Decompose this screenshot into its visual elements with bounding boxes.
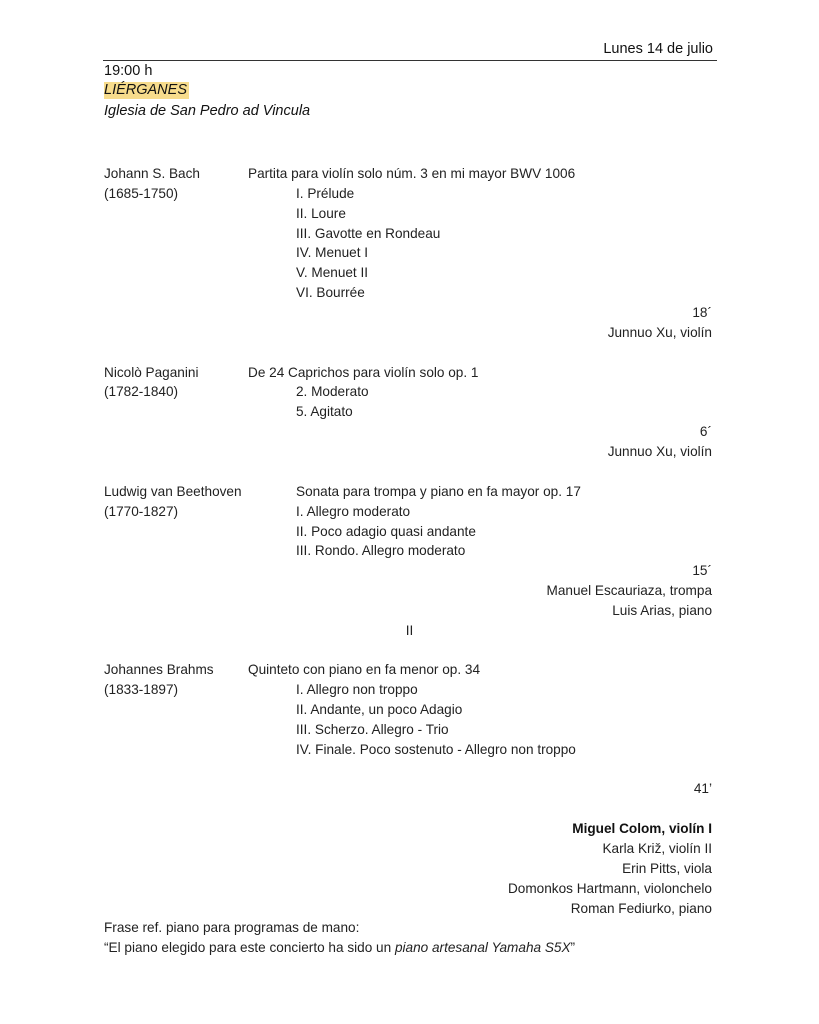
performer: Domonkos Hartmann, violonchelo [507, 881, 712, 896]
work-duration: 41’ [693, 781, 712, 796]
performer: Junnuo Xu, violín [607, 444, 712, 459]
concert-town: LIÉRGANES [104, 82, 187, 98]
movement: V. Menuet II [296, 265, 369, 280]
composer-years: (1833-1897) [104, 682, 179, 697]
part-marker: II [405, 623, 414, 638]
movement: II. Poco adagio quasi andante [296, 524, 476, 539]
work-title: Sonata para trompa y piano en fa mayor op. 17 [296, 484, 581, 499]
movement: 5. Agitato [296, 404, 353, 419]
composer-name: Ludwig van Beethoven [104, 484, 242, 499]
movement: IV. Finale. Poco sostenuto - Allegro non troppo [296, 742, 576, 757]
concert-date: Lunes 14 de julio [603, 41, 713, 57]
movement: III. Gavotte en Rondeau [296, 226, 441, 241]
note-label: Frase ref. piano para programas de mano: [104, 920, 360, 935]
note-quote-end: ” [570, 940, 576, 955]
movement: II. Loure [296, 206, 346, 221]
concert-time: 19:00 h [104, 63, 153, 79]
movement: I. Allegro moderato [296, 504, 411, 519]
movement: 2. Moderato [296, 384, 369, 399]
movement: I. Prélude [296, 186, 355, 201]
work-title: Quinteto con piano en fa menor op. 34 [248, 662, 481, 677]
performer: Luis Arias, piano [612, 603, 712, 618]
performer: Erin Pitts, viola [622, 861, 712, 876]
movement: IV. Menuet I [296, 245, 369, 260]
note-quote-start: “El piano elegido para este concierto ha sido un [104, 940, 395, 955]
work-duration: 15´ [692, 563, 712, 578]
movement: I. Allegro non troppo [296, 682, 418, 697]
composer-name: Nicolò Paganini [104, 365, 199, 380]
movement: III. Scherzo. Allegro - Trio [296, 722, 449, 737]
note-quote-italic: piano artesanal Yamaha S5X [394, 940, 571, 955]
note-quote [104, 938, 575, 958]
composer-name: Johann S. Bach [104, 166, 200, 181]
composer-years: (1770-1827) [104, 504, 179, 519]
work-duration: 6´ [699, 424, 712, 439]
movement: II. Andante, un poco Adagio [296, 702, 463, 717]
performer: Junnuo Xu, violín [607, 325, 712, 340]
movement: III. Rondo. Allegro moderato [296, 543, 466, 558]
movement: VI. Bourrée [296, 285, 365, 300]
composer-years: (1685-1750) [104, 186, 179, 201]
performer: Karla Križ, violín II [602, 841, 712, 856]
work-title: Partita para violín solo núm. 3 en mi mayor BWV 1006 [248, 166, 576, 181]
performer: Miguel Colom, violín I [572, 821, 712, 836]
header-rule [103, 60, 717, 61]
work-title: De 24 Caprichos para violín solo op. 1 [248, 365, 479, 380]
performer: Roman Fediurko, piano [570, 901, 712, 916]
composer-years: (1782-1840) [104, 384, 179, 399]
concert-venue: Iglesia de San Pedro ad Vincula [104, 103, 311, 119]
performer: Manuel Escauriaza, trompa [546, 583, 712, 598]
work-duration: 18´ [692, 305, 712, 320]
composer-name: Johannes Brahms [104, 662, 214, 677]
